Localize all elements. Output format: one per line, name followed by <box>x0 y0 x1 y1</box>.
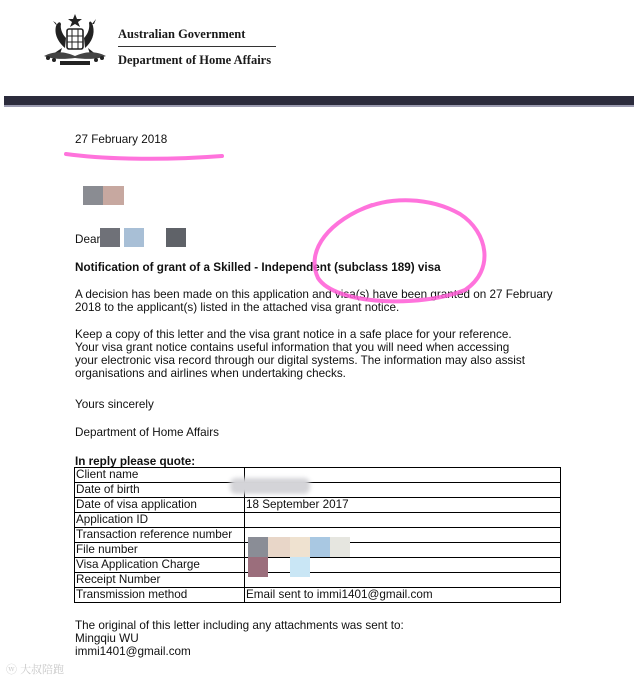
table-row <box>75 573 561 588</box>
keep-copy-line-1: Keep a copy of this letter and the visa grant notice in a safe place for your reference. <box>75 328 512 341</box>
redacted-block <box>248 537 268 557</box>
copy-note-block <box>75 619 404 658</box>
keep-copy-line-4: organisations and airlines when undertaking checks. <box>75 367 346 380</box>
row-label: Date of birth <box>75 483 245 498</box>
decision-line-1: A decision has been made on this application and visa(s) have been granted on 27 February <box>75 288 553 301</box>
quote-heading: In reply please quote: <box>75 455 196 468</box>
redacted-block <box>166 228 186 247</box>
agency-name <box>118 27 276 68</box>
watermark <box>6 661 64 677</box>
row-label: Date of visa application <box>75 498 245 513</box>
copy-note: The original of this letter including any attachments was sent to: <box>75 619 404 632</box>
recipient-name: Mingqiu WU <box>75 632 139 645</box>
row-label: Visa Application Charge <box>75 558 245 573</box>
row-value: 18 September 2017 <box>245 498 561 513</box>
table-row <box>75 588 561 603</box>
redacted-block <box>330 537 350 557</box>
row-label: Application ID <box>75 513 245 528</box>
letter-date: 27 February 2018 <box>75 133 168 146</box>
letterhead <box>0 0 640 96</box>
coat-of-arms-icon <box>38 12 112 68</box>
row-label: Receipt Number <box>75 573 245 588</box>
department-name: Department of Home Affairs <box>118 53 272 67</box>
header-divider-bar <box>4 96 634 105</box>
redacted-block <box>124 228 144 247</box>
table-row <box>75 498 561 513</box>
redacted-block <box>268 537 290 557</box>
row-value: Email sent to immi1401@gmail.com <box>245 588 561 603</box>
redacted-block <box>83 186 103 205</box>
row-label: Client name <box>75 468 245 483</box>
watermark-icon: ⓦ <box>6 664 21 676</box>
government-name: Australian Government <box>118 27 276 47</box>
row-label: Transmission method <box>75 588 245 603</box>
row-label: Transaction reference number <box>75 528 245 543</box>
redacted-block <box>290 537 310 557</box>
redacted-block <box>290 557 310 577</box>
row-value <box>245 513 561 528</box>
keep-copy-line-3: your electronic visa record through our digital systems. The information may also assist <box>75 354 525 367</box>
letter-subject: Notification of grant of a Skilled - Independent (subclass 189) visa <box>75 261 441 274</box>
redacted-block <box>310 537 330 557</box>
table-row <box>75 558 561 573</box>
decision-paragraph <box>75 288 553 314</box>
decision-line-2: 2018 to the applicant(s) listed in the attached visa grant notice. <box>75 301 400 314</box>
table-row <box>75 513 561 528</box>
date-underline-highlight <box>66 154 222 159</box>
subclass-circle-highlight <box>315 200 485 301</box>
keep-copy-line-2: Your visa grant notice contains useful information that you will need when accessing <box>75 341 510 354</box>
reference-table <box>74 467 561 603</box>
keep-copy-paragraph <box>75 328 525 380</box>
table-row <box>75 483 561 498</box>
watermark-text: 大叔陪跑 <box>20 664 65 676</box>
row-label: File number <box>75 543 245 558</box>
closing: Yours sincerely <box>75 398 154 411</box>
redacted-block <box>103 186 124 205</box>
redacted-block <box>230 478 310 494</box>
redacted-block <box>248 557 268 577</box>
signature: Department of Home Affairs <box>75 426 219 439</box>
salutation: Dear <box>75 233 101 246</box>
redacted-block <box>100 228 120 247</box>
recipient-email: immi1401@gmail.com <box>75 645 191 658</box>
table-row <box>75 468 561 483</box>
